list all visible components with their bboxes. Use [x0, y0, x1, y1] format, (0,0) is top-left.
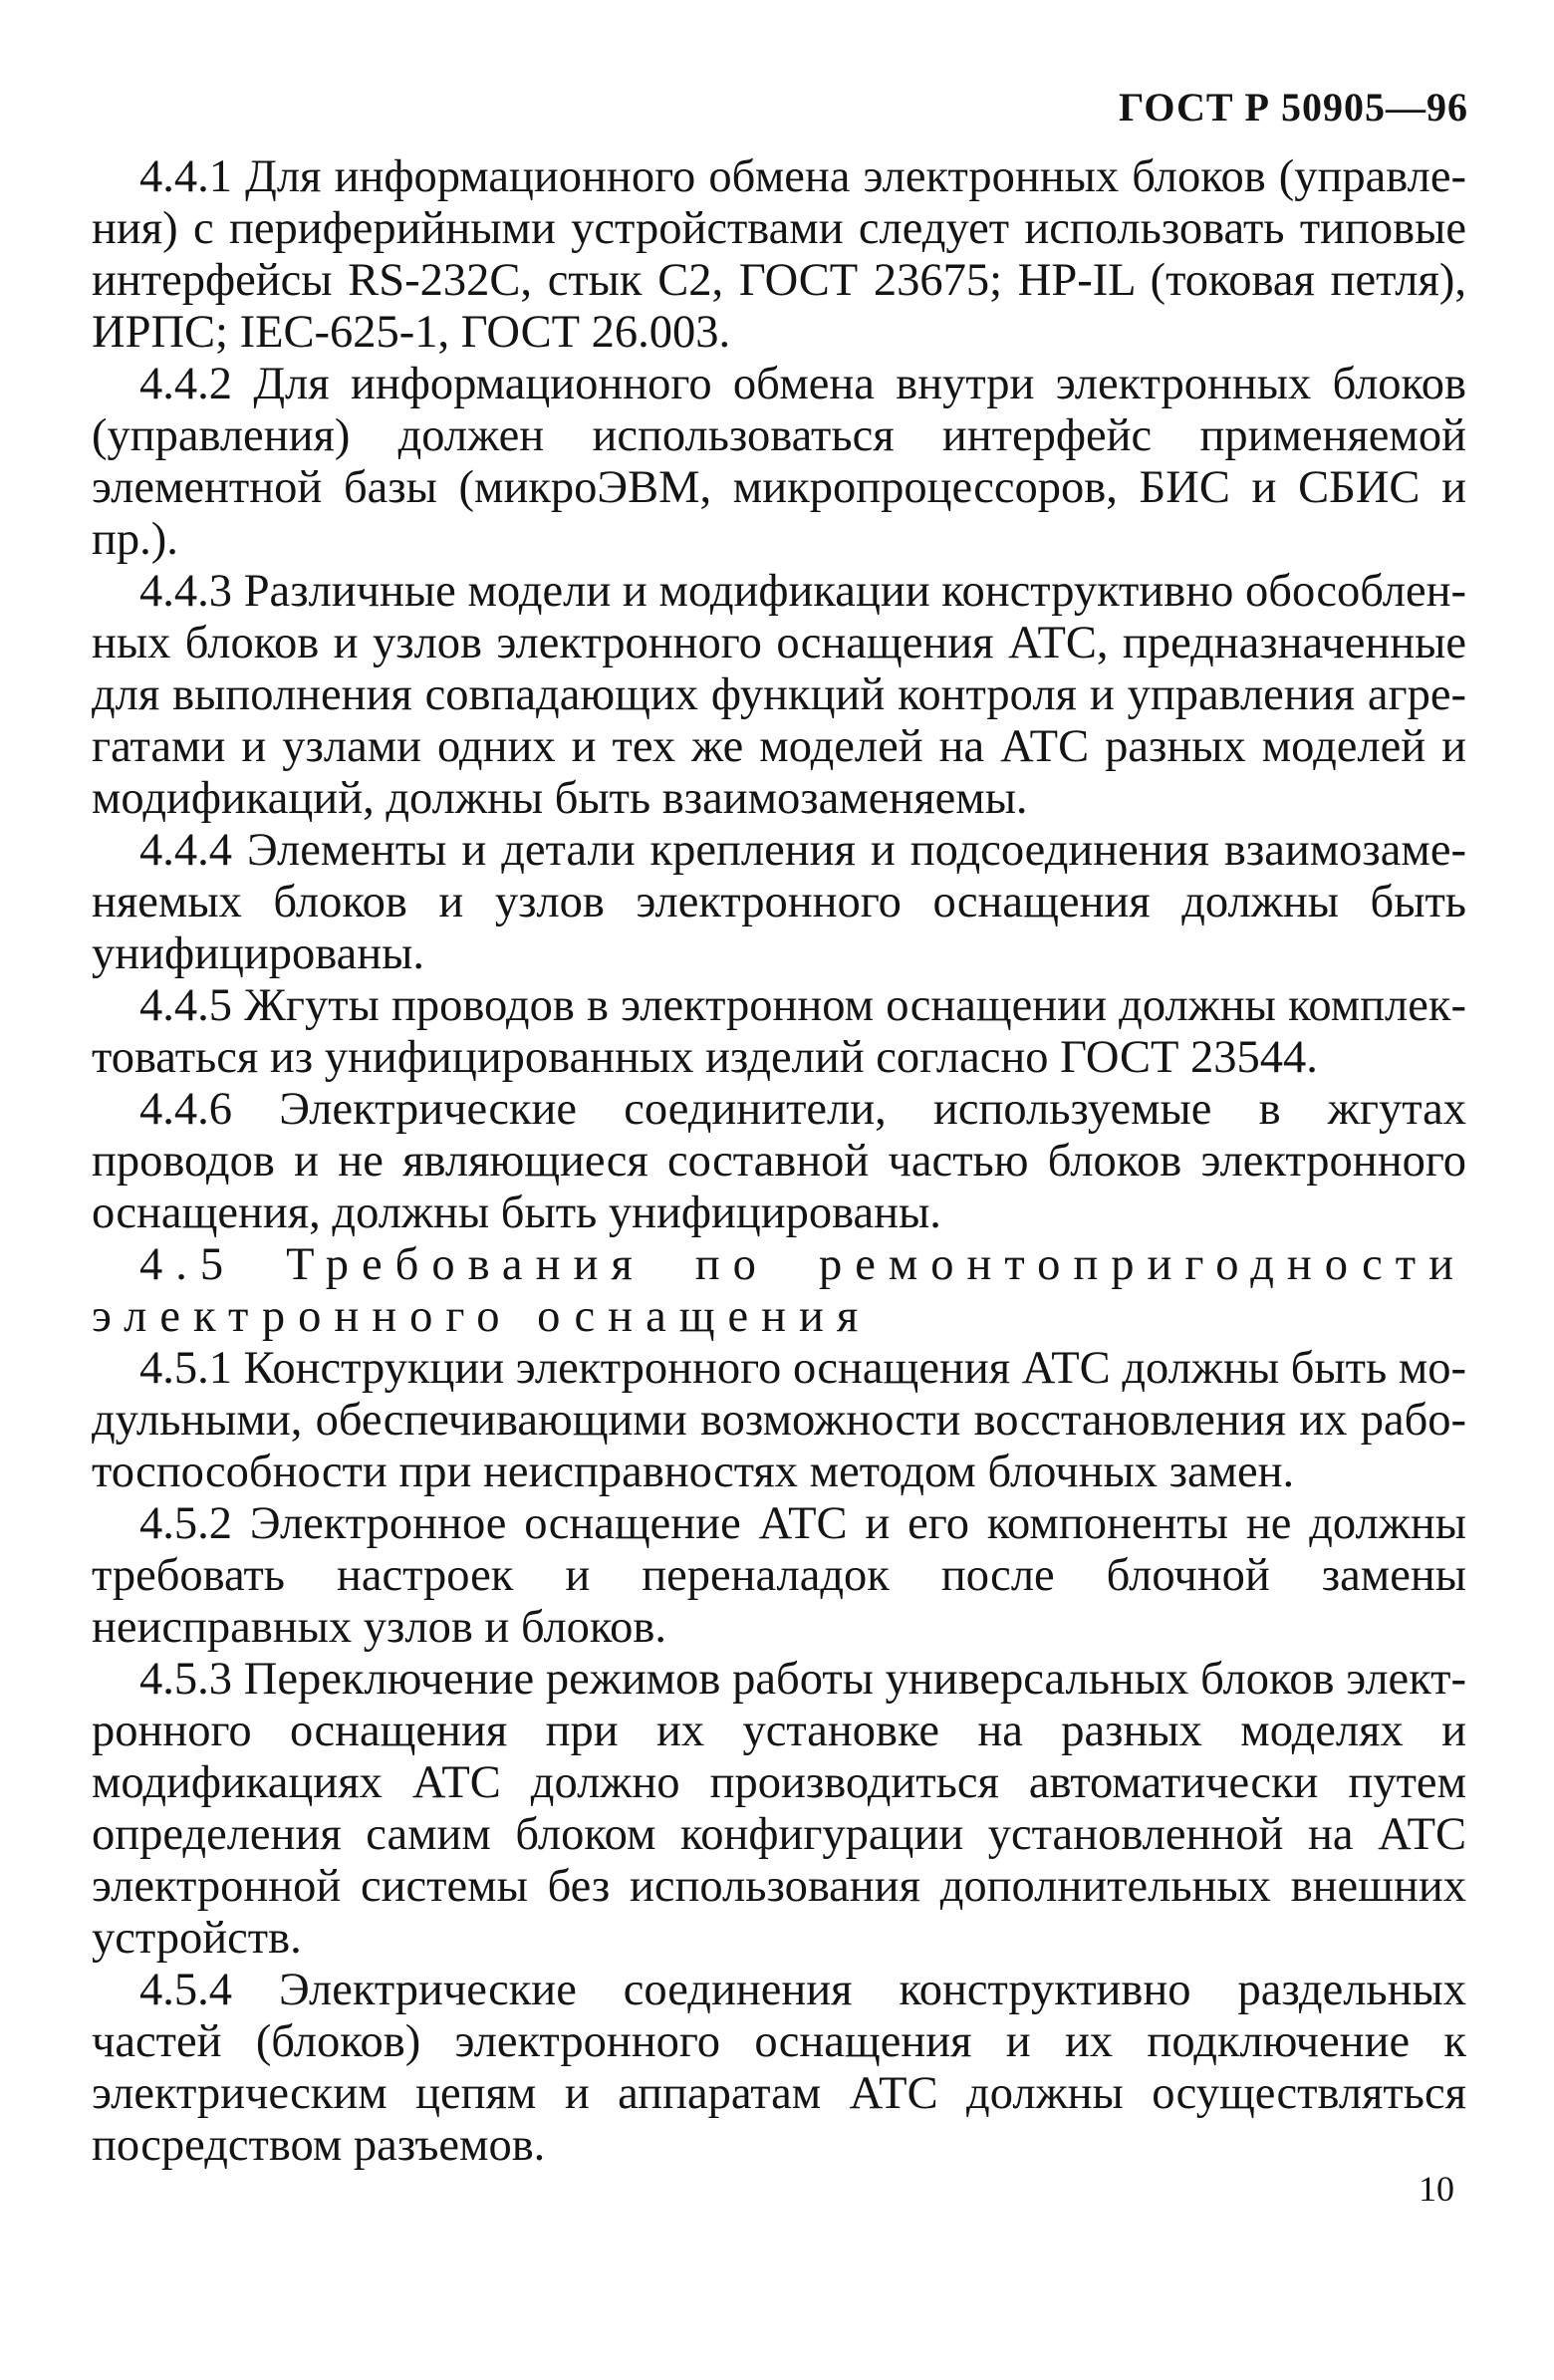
- body-text: [92, 151, 1466, 2172]
- paragraph-4-4-5: 4.4.5 Жгуты проводов в электронном оснащении должны комплектоваться из унифицированных изделий согласно ГОСТ 23544.: [92, 980, 1466, 1083]
- page-number: 10: [1419, 2169, 1454, 2209]
- paragraph-4-4-4: 4.4.4 Элементы и детали крепления и подсоединения взаимозаменяемых блоков и узлов электронного оснащения должны быть унифицированы.: [92, 825, 1466, 979]
- section-heading-4-5: 4.5 Требования по ремонтопригодности электронного оснащения: [92, 1239, 1466, 1342]
- paragraph-4-4-2: 4.4.2 Для информационного обмена внутри электронных блоков (управления) должен использоваться интерфейс применяемой элементной базы (микроЭВМ, микропроцессоров, БИС и СБИС и пр.).: [92, 359, 1466, 565]
- paragraph-4-4-6: 4.4.6 Электрические соединители, используемые в жгутах проводов и не являющиеся составной частью блоков электронного оснащения, должны быть унифицированы.: [92, 1084, 1466, 1238]
- standard-number-header: ГОСТ Р 50905—96: [1118, 85, 1468, 130]
- paragraph-4-4-1: 4.4.1 Для информационного обмена электронных блоков (управления) с периферийными устройствами следует использовать типовые интерфейсы RS-232C, стык С2, ГОСТ 23675; HP-IL (токовая петля), ИРПС; IEC-625-1, ГОСТ 26.003.: [92, 151, 1466, 358]
- paragraph-4-5-3: 4.5.3 Переключение режимов работы универсальных блоков электронного оснащения при их установке на разных моделях и модификациях АТС должно производиться автоматически путем определения самим блоком конфигурации установленной на АТС электронной системы без использования дополнительных внешних устройств.: [92, 1654, 1466, 1964]
- paragraph-4-5-2: 4.5.2 Электронное оснащение АТС и его компоненты не должны требовать настроек и переналадок после блочной замены неисправных узлов и блоков.: [92, 1498, 1466, 1653]
- paragraph-4-5-4: 4.5.4 Электрические соединения конструктивно раздельных частей (блоков) электронного оснащения и их подключение к электрическим цепям и аппаратам АТС должны осуществляться посредством разъемов.: [92, 1965, 1466, 2171]
- paragraph-4-5-1: 4.5.1 Конструкции электронного оснащения АТС должны быть модульными, обеспечивающими возможности восстановления их работоспособности при неисправностях методом блочных замен.: [92, 1343, 1466, 1497]
- paragraph-4-4-3: 4.4.3 Различные модели и модификации конструктивно обособленных блоков и узлов электронного оснащения АТС, предназначенные для выполнения совпадающих функций контроля и управления агрегатами и узлами одних и тех же моделей на АТС разных моделей и модификаций, должны быть взаимозаменяемы.: [92, 566, 1466, 824]
